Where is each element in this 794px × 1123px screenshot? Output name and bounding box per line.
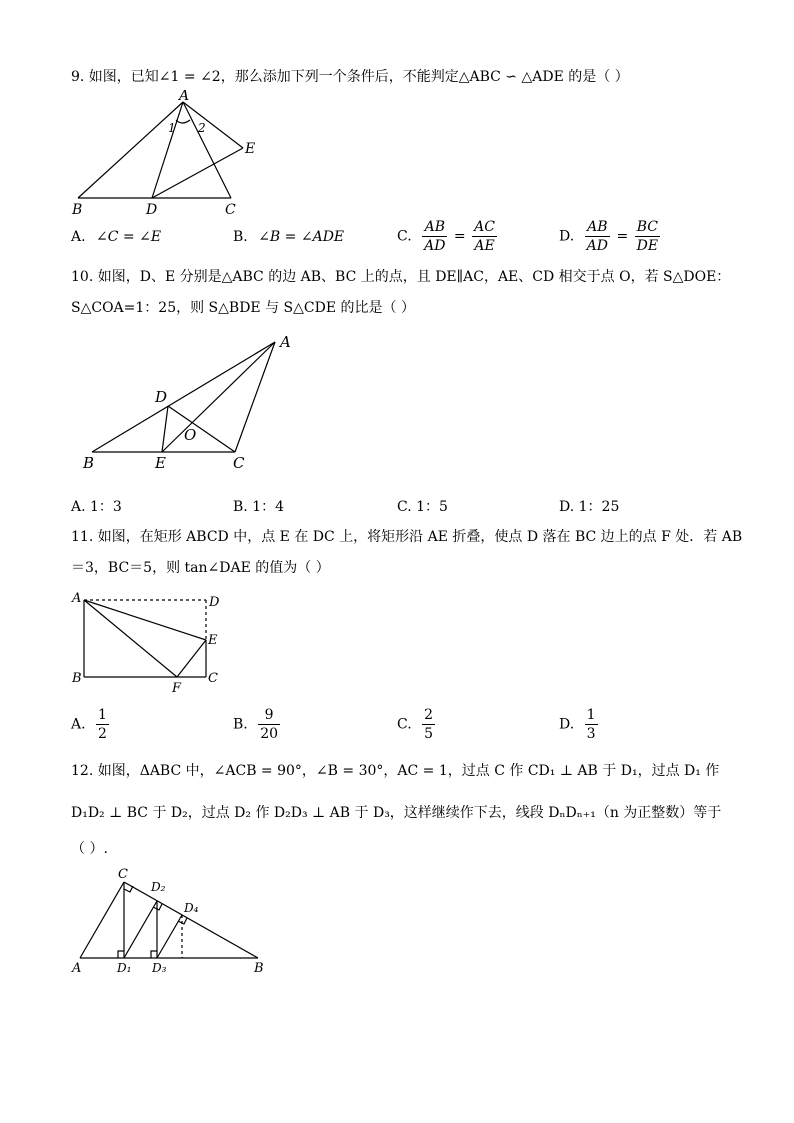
q9-option-d[interactable]: D. $\frac{AB}{AD}$ = $\frac{BC}{DE}$ <box>559 219 659 254</box>
q9-label-b: B <box>72 202 83 218</box>
q10-seg-de <box>162 406 168 452</box>
q9-option-c[interactable]: C. $\frac{AB}{AD}$ = $\frac{AC}{AE}$ <box>397 219 495 254</box>
q11-label-d: D <box>209 595 220 610</box>
q9-option-a[interactable]: A. ∠C = ∠E <box>71 229 162 245</box>
q9-figure <box>70 90 270 220</box>
q9-seg-ac <box>183 102 231 198</box>
q12-seg-d1d2 <box>124 901 157 958</box>
q9-c-frac1: $\frac{AB}{AD}$ <box>424 219 446 254</box>
q12-stem-line2: D₁D₂ ⊥ BC 于 D₂，过点 D₂ 作 D₂D₃ ⊥ AB 于 D₃，这样继续作下去，线段 DₙDₙ₊₁（n 为正整数）等于 <box>71 805 722 821</box>
q9-c-frac2: $\frac{AC}{AE}$ <box>474 219 495 254</box>
q11-label-a: A <box>72 591 82 606</box>
q12-seg-cb <box>124 882 258 958</box>
q12-label-d4: D₄ <box>184 901 199 915</box>
q10-label-d: D <box>155 388 168 406</box>
q10-figure <box>75 330 305 475</box>
q10-option-c[interactable]: C. 1：5 <box>397 499 448 515</box>
q12-label-a: A <box>72 961 82 976</box>
q11-seg-fe <box>177 640 206 677</box>
q10-label-e: E <box>155 454 166 472</box>
q12-seg-ac <box>80 882 124 958</box>
q11-option-b[interactable]: B. $\frac{9}{20}$ <box>233 707 279 742</box>
q12-label-d1: D₁ <box>117 961 132 975</box>
q10-option-b[interactable]: B. 1：4 <box>233 499 285 515</box>
q9-label-c: C <box>225 202 236 218</box>
q10-label-a: A <box>280 333 291 351</box>
q11-option-d[interactable]: D. $\frac{1}{3}$ <box>559 707 596 742</box>
q12-stem-line3: （ ）. <box>71 841 108 857</box>
q10-stem-line2: S△COA=1：25，则 S△BDE 与 S△CDE 的比是（ ） <box>71 300 415 316</box>
q11-seg-af <box>84 600 177 677</box>
q12-right-angle-d1 <box>118 951 124 958</box>
q9-d-frac2: $\frac{BC}{DE}$ <box>636 219 659 254</box>
q9-stem: 9. 如图，已知∠1 = ∠2，那么添加下列一个条件后，不能判定△ABC ∽ △ADE 的是（ ） <box>71 69 629 85</box>
q10-option-d[interactable]: D. 1：25 <box>559 499 620 515</box>
q9-angle-arc <box>176 120 190 123</box>
q9-options <box>71 218 731 262</box>
q10-label-c: C <box>233 454 245 472</box>
q11-label-f: F <box>172 681 182 696</box>
q11-figure <box>68 588 238 696</box>
q10-label-b: B <box>83 454 95 472</box>
q10-label-o: O <box>184 426 197 444</box>
q11-option-c[interactable]: C. $\frac{2}{5}$ <box>397 707 434 742</box>
q12-label-d3: D₃ <box>152 961 167 975</box>
q11-label-b: B <box>72 671 82 686</box>
q11-options <box>71 706 731 746</box>
q11-option-a[interactable]: A. $\frac{1}{2}$ <box>71 707 107 742</box>
q12-label-d2: D₂ <box>151 880 166 894</box>
q10-seg-ae <box>162 342 275 452</box>
q10-options <box>71 496 731 516</box>
q11-label-e: E <box>208 633 218 648</box>
q12-figure <box>68 864 278 982</box>
q9-label-1: 1 <box>168 121 176 135</box>
q12-label-b: B <box>254 961 264 976</box>
q9-option-b[interactable]: B. ∠B = ∠ADE <box>233 229 345 245</box>
q11-seg-ae <box>84 600 206 640</box>
q10-seg-ac <box>235 342 275 452</box>
q12-right-angle-d3 <box>151 951 157 958</box>
q11-label-c: C <box>208 671 218 686</box>
q11-stem-line2: ＝3，BC＝5，则 tan∠DAE 的值为（ ） <box>71 560 330 576</box>
q9-seg-ae <box>183 102 243 148</box>
q10-option-a[interactable]: A. 1：3 <box>71 499 122 515</box>
q9-label-e: E <box>245 141 256 157</box>
q11-stem-line1: 11. 如图，在矩形 ABCD 中，点 E 在 DC 上，将矩形沿 AE 折叠，使点 D 落在 BC 边上的点 F 处．若 AB <box>71 529 743 545</box>
q9-d-frac1: $\frac{AB}{AD}$ <box>586 219 608 254</box>
q9-label-d: D <box>146 202 158 218</box>
q9-label-2: 2 <box>198 121 206 135</box>
q10-stem-line1: 10. 如图，D、E 分别是△ABC 的边 AB、BC 上的点，且 DE∥AC，AE、CD 相交于点 O，若 S△DOE： <box>71 269 731 285</box>
q12-stem-line1: 12. 如图，ΔABC 中，∠ACB = 90°，∠B = 30°，AC = 1，过点 C 作 CD₁ ⊥ AB 于 D₁，过点 D₁ 作 <box>71 763 720 779</box>
q9-label-a: A <box>179 90 190 104</box>
q12-label-c: C <box>118 867 128 882</box>
